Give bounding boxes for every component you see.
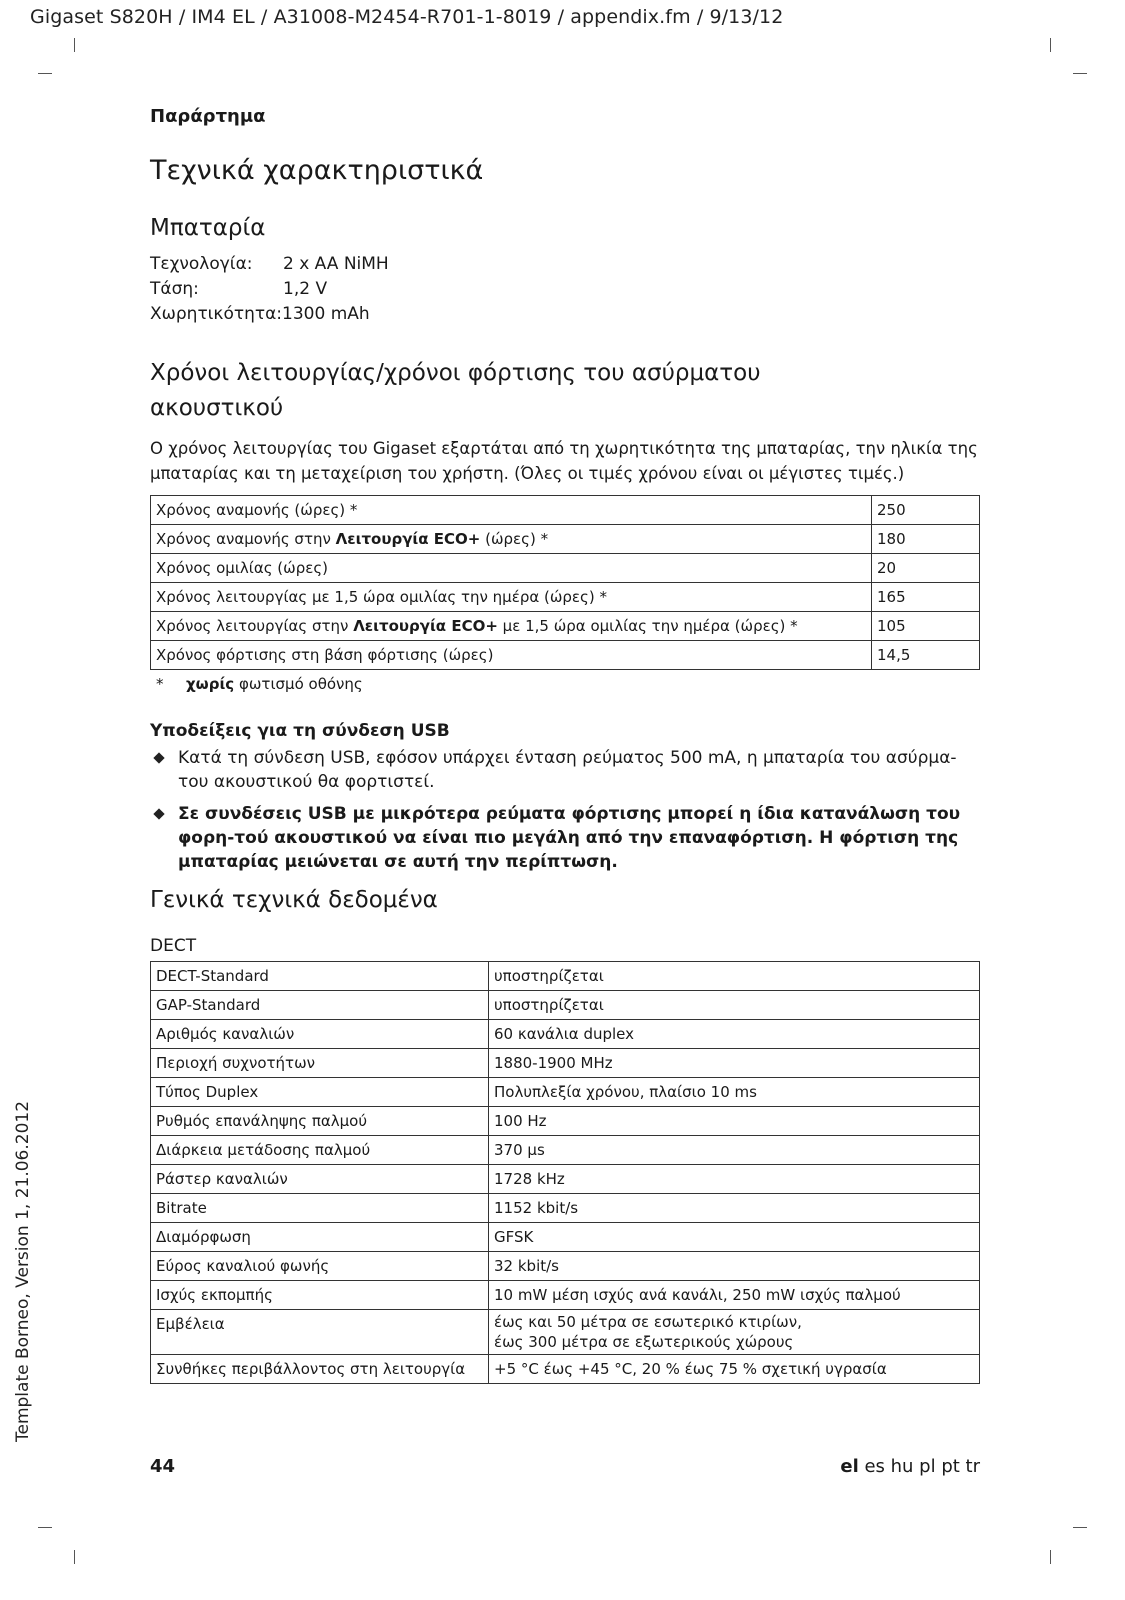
table-cell-value: 250 [872,496,980,525]
language-others: es hu pl pt tr [858,1456,980,1477]
table-cell-value: 370 µs [489,1136,980,1165]
table-cell-label: Χρόνος φόρτισης στη βάση φόρτισης (ώρες) [151,641,872,670]
table-cell-value [489,1310,980,1355]
table-cell-value: 10 mW μέση ισχύς ανά κανάλι, 250 mW ισχύς παλμού [489,1281,980,1310]
dect-subheading: DECT [150,936,197,956]
usb-heading: Υποδείξεις για τη σύνδεση USB [150,721,450,741]
crop-mark [1050,1550,1051,1564]
table-row [151,1310,980,1355]
spec-value: 1300 mAh [282,304,370,324]
table-row [151,1281,980,1310]
table-cell-value: 1152 kbit/s [489,1194,980,1223]
crop-mark [1073,73,1087,74]
table-cell-value: 100 Hz [489,1107,980,1136]
table-cell-label: Χρόνος αναμονής στην Λειτουργία ECO+ (ώρες) * [151,525,872,554]
table-cell-value: 60 κανάλια duplex [489,1020,980,1049]
spec-label: Τεχνολογία: [150,254,253,274]
table-cell-value: 14,5 [872,641,980,670]
table-cell-label: Ράστερ καναλιών [151,1165,489,1194]
table-row [151,1049,980,1078]
table-cell-label: Εύρος καναλιού φωνής [151,1252,489,1281]
table-cell-label: Περιοχή συχνοτήτων [151,1049,489,1078]
crop-mark [1050,38,1051,52]
spec-value: 1,2 V [283,279,328,299]
table-row [151,1165,980,1194]
table-cell-value: 1728 kHz [489,1165,980,1194]
table-row [151,1223,980,1252]
bullet-text: Σε συνδέσεις USB με μικρότερα ρεύματα φόρτισης μπορεί η ίδια κατανάλωση του φορη-τού ακουστικού να είναι πιο μεγάλη από την επαναφόρτιση. Η φόρτιση της μπαταρίας μειώνεται σε αυτή την περίπτωση. [178,804,961,872]
section-label: Παράρτημα [150,106,266,127]
crop-mark [1073,1527,1087,1528]
table-row [151,1136,980,1165]
table-cell-label: Χρόνος λειτουργίας με 1,5 ώρα ομιλίας την ημέρα (ώρες) * [151,583,872,612]
crop-mark [74,1550,75,1564]
table-cell-value: 32 kbit/s [489,1252,980,1281]
table-row [151,583,980,612]
general-heading: Γενικά τεχνικά δεδομένα [150,887,438,913]
spec-label: Τάση: [150,279,199,299]
table-cell-value: υποστηρίζεται [489,962,980,991]
cell-line: έως 300 μέτρα σε εξωτερικούς χώρους [494,1333,794,1351]
table-row [151,641,980,670]
crop-mark [38,1527,52,1528]
diamond-bullet-icon [153,752,164,763]
table-row [151,991,980,1020]
table-row [151,554,980,583]
times-intro: Ο χρόνος λειτουργίας του Gigaset εξαρτάται από τη χωρητικότητα της μπαταρίας, την ηλικία της μπαταρίας και τη μεταχείριση του χρήστη. (Όλες οι τιμές χρόνου είναι οι μέγιστες τιμές.) [150,439,978,483]
page-number: 44 [150,1456,176,1477]
battery-spec-row [150,304,370,324]
table-cell-label: GAP-Standard [151,991,489,1020]
language-list [840,1456,980,1477]
table-cell-label: Αριθμός καναλιών [151,1020,489,1049]
times-table [150,495,980,670]
table-cell-label: Ισχύς εκπομπής [151,1281,489,1310]
times-heading-line: Χρόνοι λειτουργίας/χρόνοι φόρτισης του ασύρματου [150,360,761,386]
table-cell-value: 180 [872,525,980,554]
times-heading-line: ακουστικού [150,395,284,421]
usb-bullet [150,746,980,794]
table-row [151,1020,980,1049]
usb-bullet [150,802,980,874]
times-heading [150,356,761,426]
dect-table [150,961,980,1384]
footnote-marker: * [156,675,164,693]
table-cell-value: GFSK [489,1223,980,1252]
table-row [151,1252,980,1281]
battery-heading: Μπαταρία [150,215,266,241]
table-row [151,1107,980,1136]
bullet-text: Κατά τη σύνδεση USB, εφόσον υπάρχει ένταση ρεύματος 500 mA, η μπαταρία του ασύρμα-του ακουστικού θα φορτιστεί. [178,748,957,792]
footnote-text: φωτισμό οθόνης [234,675,363,693]
table-cell-label: Χρόνος αναμονής (ώρες) * [151,496,872,525]
table-row [151,1194,980,1223]
table-cell-label: Χρόνος λειτουργίας στην Λειτουργία ECO+ με 1,5 ώρα ομιλίας την ημέρα (ώρες) * [151,612,872,641]
table-cell-value: 1880-1900 MHz [489,1049,980,1078]
table-cell-label: Διάρκεια μετάδοσης παλμού [151,1136,489,1165]
crop-mark [38,73,52,74]
table-row [151,962,980,991]
language-current: el [840,1456,859,1477]
table-cell-label: Τύπος Duplex [151,1078,489,1107]
table-cell-label: Ρυθμός επανάληψης παλμού [151,1107,489,1136]
table-cell-value: 20 [872,554,980,583]
battery-spec-row [150,254,389,274]
document-header: Gigaset S820H / IM4 EL / A31008-M2454-R701-1-8019 / appendix.fm / 9/13/12 [30,6,784,28]
table-row [151,525,980,554]
table-cell-label: Διαμόρφωση [151,1223,489,1252]
crop-mark [74,38,75,52]
table-cell-label: Χρόνος ομιλίας (ώρες) [151,554,872,583]
table-row [151,1078,980,1107]
table-cell-value: υποστηρίζεται [489,991,980,1020]
diamond-bullet-icon [153,808,164,819]
table-cell-label: DECT-Standard [151,962,489,991]
spec-label: Χωρητικότητα: [150,304,283,324]
table-cell-label: Bitrate [151,1194,489,1223]
page-title: Τεχνικά χαρακτηριστικά [150,155,484,186]
template-version-label: Template Borneo, Version 1, 21.06.2012 [13,1100,33,1442]
table-cell-value: +5 °C έως +45 °C, 20 % έως 75 % σχετική υγρασία [489,1355,980,1384]
footnote-bold: χωρίς [186,675,235,693]
battery-spec-row [150,279,327,299]
table-row [151,1355,980,1384]
table-cell-value: Πολυπλεξία χρόνου, πλαίσιο 10 ms [489,1078,980,1107]
table-cell-value: 165 [872,583,980,612]
table-footnote [150,675,363,693]
table-cell-label: Εμβέλεια [151,1310,489,1355]
table-cell-value: 105 [872,612,980,641]
table-row [151,612,980,641]
spec-value: 2 x AA NiMH [283,254,389,274]
table-cell-label: Συνθήκες περιβάλλοντος στη λειτουργία [151,1355,489,1384]
table-row [151,496,980,525]
cell-line: έως και 50 μέτρα σε εσωτερικό κτιρίων, [494,1313,802,1331]
